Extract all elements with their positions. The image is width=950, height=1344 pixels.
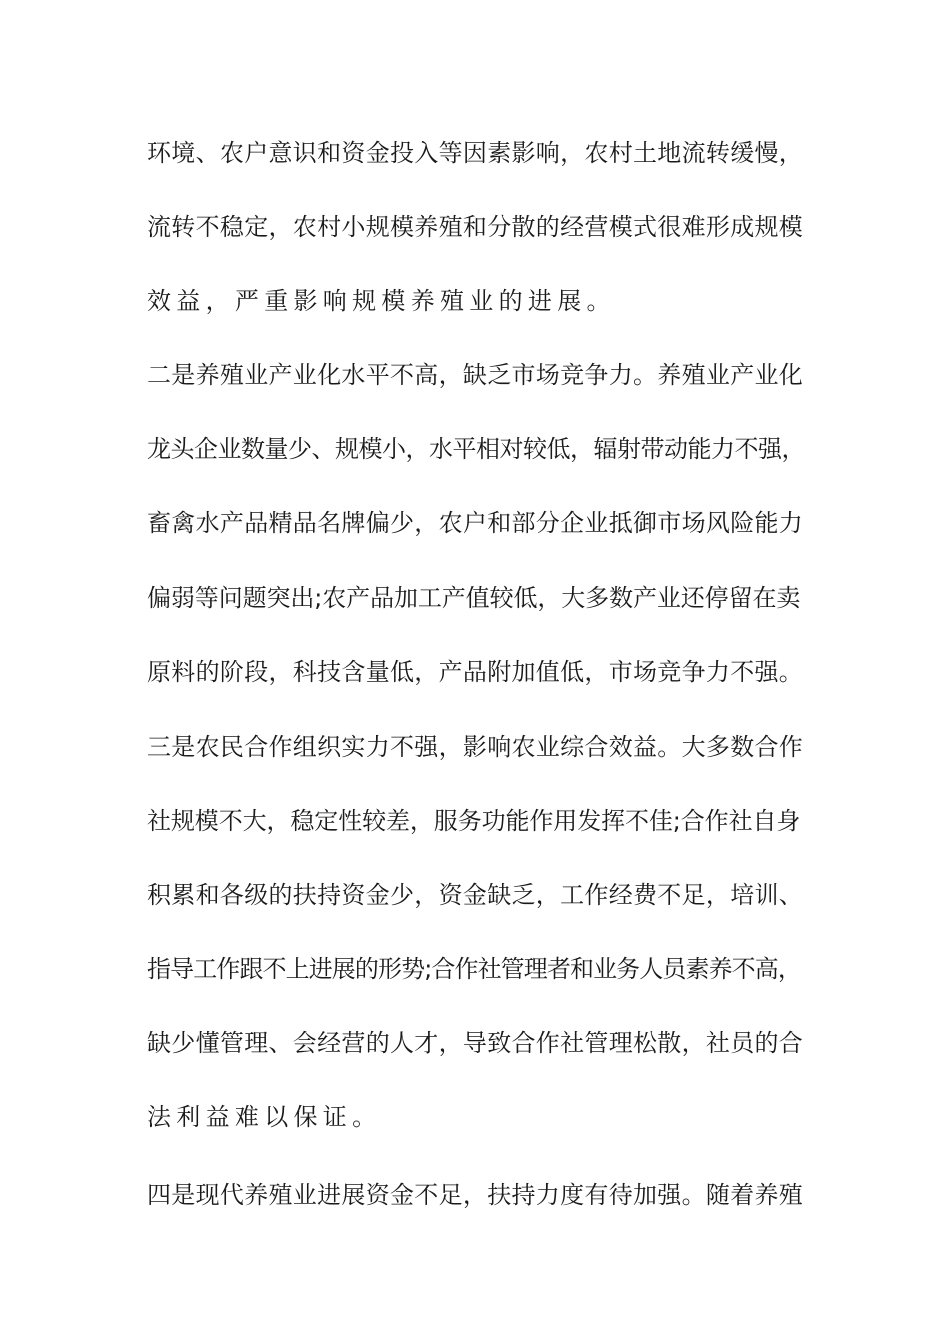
text-line: 龙头企业数量少、规模小，水平相对较低，辐射带动能力不强， bbox=[147, 435, 805, 463]
text-line: 指导工作跟不上进展的形势;合作社管理者和业务人员素养不高， bbox=[147, 955, 801, 983]
text-line: 四是现代养殖业进展资金不足，扶持力度有待加强。随着养殖 bbox=[147, 1181, 804, 1209]
text-line: 三是农民合作组织实力不强，影响农业综合效益。大多数合作 bbox=[147, 733, 804, 761]
text-line: 流转不稳定，农村小规模养殖和分散的经营模式很难形成规模 bbox=[147, 213, 804, 241]
text-line: 社规模不大，稳定性较差，服务功能作用发挥不佳;合作社自身 bbox=[147, 807, 801, 835]
text-line: 偏弱等问题突出;农产品加工产值较低，大多数产业还停留在卖 bbox=[147, 584, 801, 612]
text-line: 缺少懂管理、会经营的人才，导致合作社管理松散，社员的合 bbox=[147, 1029, 804, 1057]
text-line: 原料的阶段，科技含量低，产品附加值低，市场竞争力不强。 bbox=[147, 658, 804, 686]
text-line: 效益，严重影响规模养殖业的进展。 bbox=[147, 287, 616, 315]
text-line: 二是养殖业产业化水平不高，缺乏市场竞争力。养殖业产业化 bbox=[147, 361, 804, 389]
text-line: 法利益难以保证。 bbox=[147, 1103, 382, 1131]
text-line: 环境、农户意识和资金投入等因素影响，农村土地流转缓慢， bbox=[147, 139, 804, 167]
text-line: 积累和各级的扶持资金少，资金缺乏，工作经费不足，培训、 bbox=[147, 881, 804, 909]
text-line: 畜禽水产品精品名牌偏少，农户和部分企业抵御市场风险能力 bbox=[147, 509, 804, 537]
